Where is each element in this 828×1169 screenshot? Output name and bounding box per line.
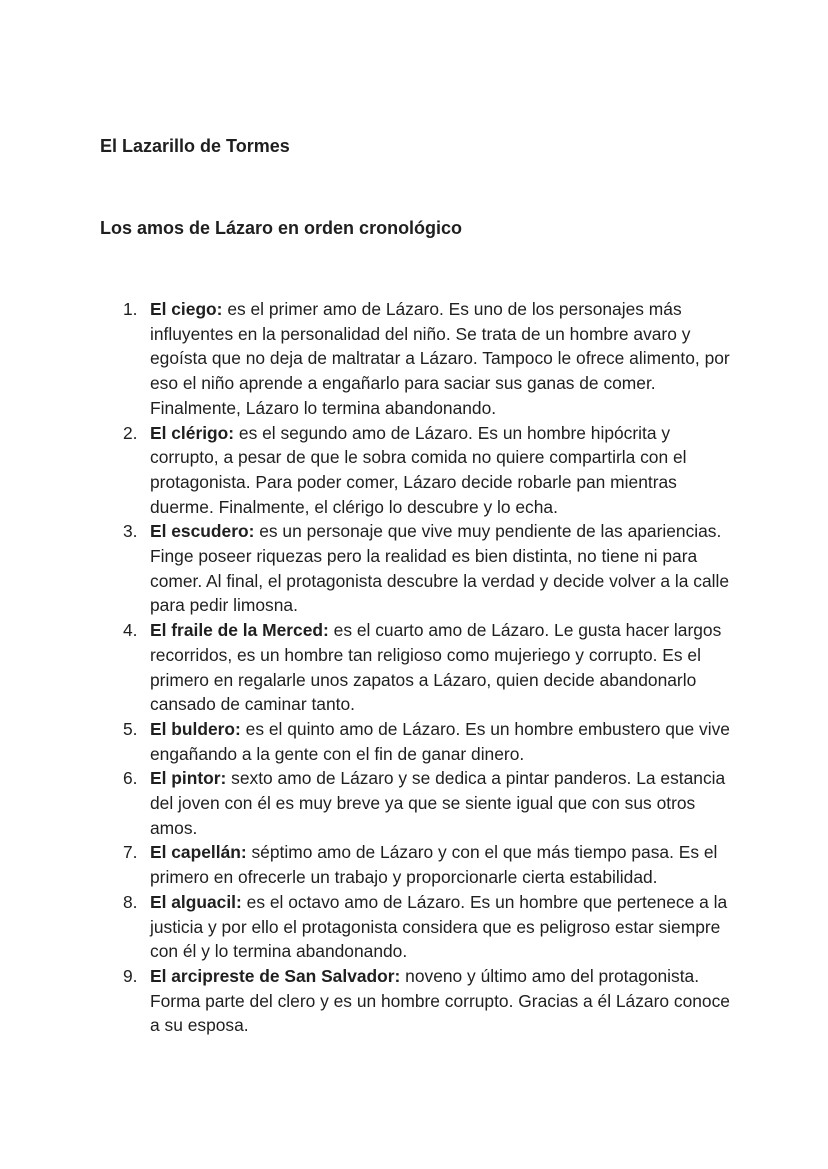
item-name: El arcipreste de San Salvador:: [150, 965, 401, 986]
item-description: es un personaje que vive muy pendiente de las apariencias. Finge poseer riquezas pero la realidad es bien distinta, no tiene ni para comer. Al final, el protagonista descubre la verdad y decide volver a la calle para pedir limosna.: [150, 521, 730, 616]
item-name: El escudero:: [150, 521, 255, 542]
item-description: es el cuarto amo de Lázaro. Le gusta hacer largos recorridos, es un hombre tan religioso como mujeriego y corrupto. Es el primero en regalarle unos zapatos a Lázaro, quien decide abandonarlo cansado de caminar tanto.: [150, 620, 722, 715]
list-item: [123, 421, 740, 520]
masters-list: [123, 297, 740, 1038]
section-title: Los amos de Lázaro en orden cronológico: [100, 218, 463, 238]
item-description: es el segundo amo de Lázaro. Es un hombre hipócrita y corrupto, a pesar de que le sobra comida no quiere compartirla con el protagonista. Para poder comer, Lázaro decide robarle pan mientras duerme. Finalmente, el clérigo lo descubre y lo echa.: [150, 422, 687, 517]
item-number: 1.: [123, 299, 138, 319]
list-item: [123, 717, 740, 766]
list-item: [123, 840, 740, 889]
item-name: El pintor:: [150, 768, 227, 789]
item-number: 7.: [123, 842, 138, 863]
item-number: 3.: [123, 521, 138, 542]
item-description: es el primer amo de Lázaro. Es uno de los personajes más influyentes en la personalidad del niño. Se trata de un hombre avaro y egoísta que no deja de maltratar a Lázaro. Tampoco le ofrece alimento, por eso el niño aprende a engañarlo para saciar sus ganas de comer. Finalmente, Lázaro lo termina abandonando.: [150, 299, 730, 418]
item-description: es el octavo amo de Lázaro. Es un hombre que pertenece a la justicia y por ello el protagonista considera que es peligroso estar siempre con él y lo termina abandonando.: [150, 891, 728, 962]
document-title: El Lazarillo de Tormes: [100, 136, 290, 156]
item-number: 8.: [123, 891, 138, 912]
list-item: [123, 519, 740, 618]
item-number: 6.: [123, 768, 138, 789]
item-description: es el quinto amo de Lázaro. Es un hombre embustero que vive engañando a la gente con el fin de ganar dinero.: [150, 718, 730, 764]
item-name: El ciego:: [150, 299, 223, 319]
item-name: El fraile de la Merced:: [150, 620, 329, 641]
item-name: El clérigo:: [150, 422, 235, 443]
list-item: [123, 964, 740, 1038]
list-item: [123, 618, 740, 717]
item-name: El buldero:: [150, 718, 241, 739]
item-description: noveno y último amo del protagonista. Forma parte del clero y es un hombre corrupto. Gracias a él Lázaro conoce a su esposa.: [150, 965, 730, 1036]
item-name: El alguacil:: [150, 891, 242, 912]
item-number: 2.: [123, 422, 138, 443]
list-item: [123, 766, 740, 840]
list-item: [123, 890, 740, 964]
item-description: sexto amo de Lázaro y se dedica a pintar panderos. La estancia del joven con él es muy breve ya que se siente igual que con sus otros amos.: [150, 768, 726, 838]
item-name: El capellán:: [150, 842, 247, 863]
item-description: séptimo amo de Lázaro y con el que más tiempo pasa. Es el primero en ofrecerle un trabajo y proporcionarle cierta estabilidad.: [150, 842, 718, 888]
item-number: 9.: [123, 965, 138, 986]
list-item: [123, 297, 740, 421]
item-number: 4.: [123, 620, 138, 641]
item-number: 5.: [123, 718, 138, 739]
